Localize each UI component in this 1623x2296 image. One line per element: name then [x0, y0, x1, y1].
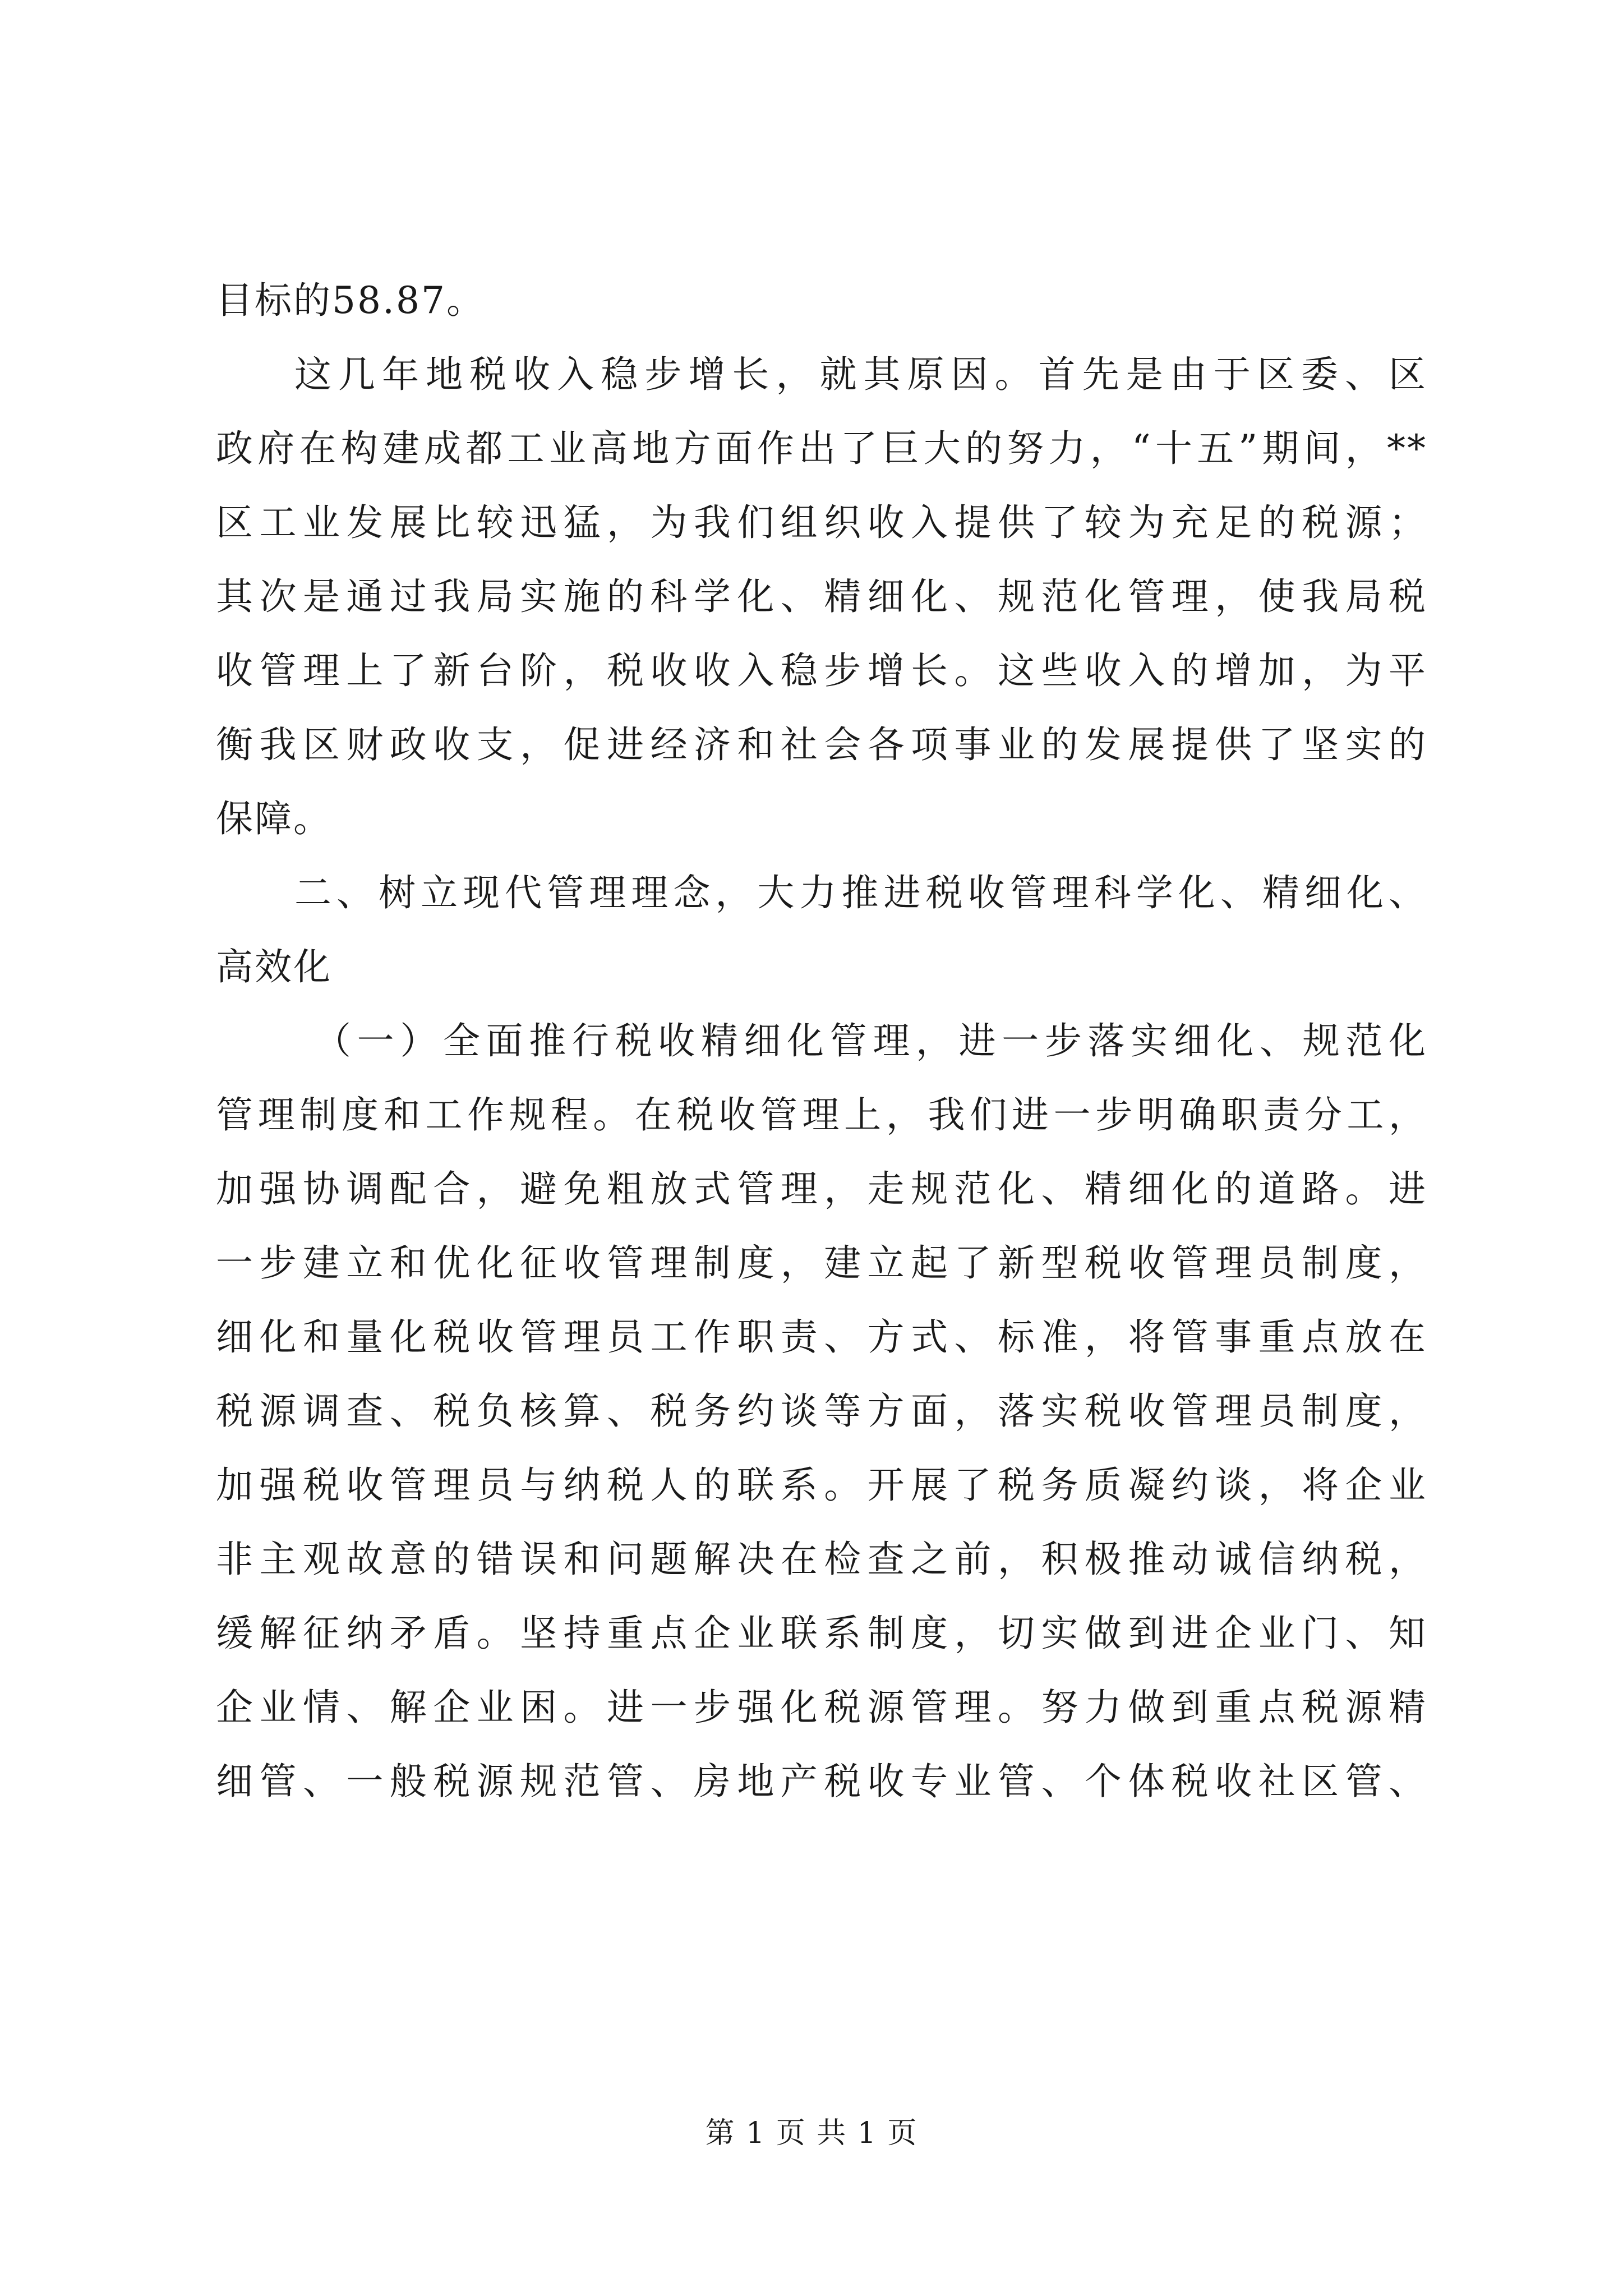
text-line: 一步建立和优化征收管理制度，建立起了新型税收管理员制度， — [216, 1241, 1427, 1285]
text-line: 其次是通过我局实施的科学化、精细化、规范化管理，使我局税 — [216, 575, 1427, 618]
text-line: 细管、一般税源规范管、房地产税收专业管、个体税收社区管、 — [216, 1760, 1427, 1803]
text-line: 非主观故意的错误和问题解决在检查之前，积极推动诚信纳税， — [216, 1538, 1427, 1581]
text-line: 企业情、解企业困。进一步强化税源管理。努力做到重点税源精 — [216, 1686, 1427, 1729]
text-line: 缓解征纳矛盾。坚持重点企业联系制度，切实做到进企业门、知 — [216, 1612, 1427, 1655]
text-line: 政府在构建成都工业高地方面作出了巨大的努力，“十五”期间，** — [216, 427, 1427, 470]
text-line: 加强税收管理员与纳税人的联系。开展了税务质凝约谈，将企业 — [216, 1464, 1427, 1507]
section-heading: 二、树立现代管理理念，大力推进税收管理科学化、精细化、 — [294, 871, 1427, 914]
text-line: 目标的58.87。 — [216, 279, 485, 322]
text-line: 税源调查、税负核算、税务约谈等方面，落实税收管理员制度， — [216, 1389, 1427, 1433]
text-line: 保障。 — [216, 797, 332, 840]
text-line: 加强协调配合，避免粗放式管理，走规范化、精细化的道路。进 — [216, 1167, 1427, 1211]
body-text — [216, 264, 1427, 1819]
text-line: 细化和量化税收管理员工作职责、方式、标准，将管事重点放在 — [216, 1315, 1427, 1359]
text-line: 管理制度和工作规程。在税收管理上，我们进一步明确职责分工， — [216, 1093, 1427, 1137]
section-heading: 高效化 — [216, 945, 332, 988]
text-line: 收管理上了新台阶，税收收入稳步增长。这些收入的增加，为平 — [216, 649, 1427, 692]
text-line: 衡我区财政收支，促进经济和社会各项事业的发展提供了坚实的 — [216, 723, 1427, 766]
text-line: 这几年地税收入稳步增长，就其原因。首先是由于区委、区 — [294, 353, 1427, 396]
subsection-heading: （一）全面推行税收精细化管理，进一步落实细化、规范化 — [314, 1019, 1427, 1062]
page-number-footer: 第 1 页 共 1 页 — [705, 2116, 918, 2150]
text-line: 区工业发展比较迅猛，为我们组织收入提供了较为充足的税源； — [216, 501, 1427, 544]
